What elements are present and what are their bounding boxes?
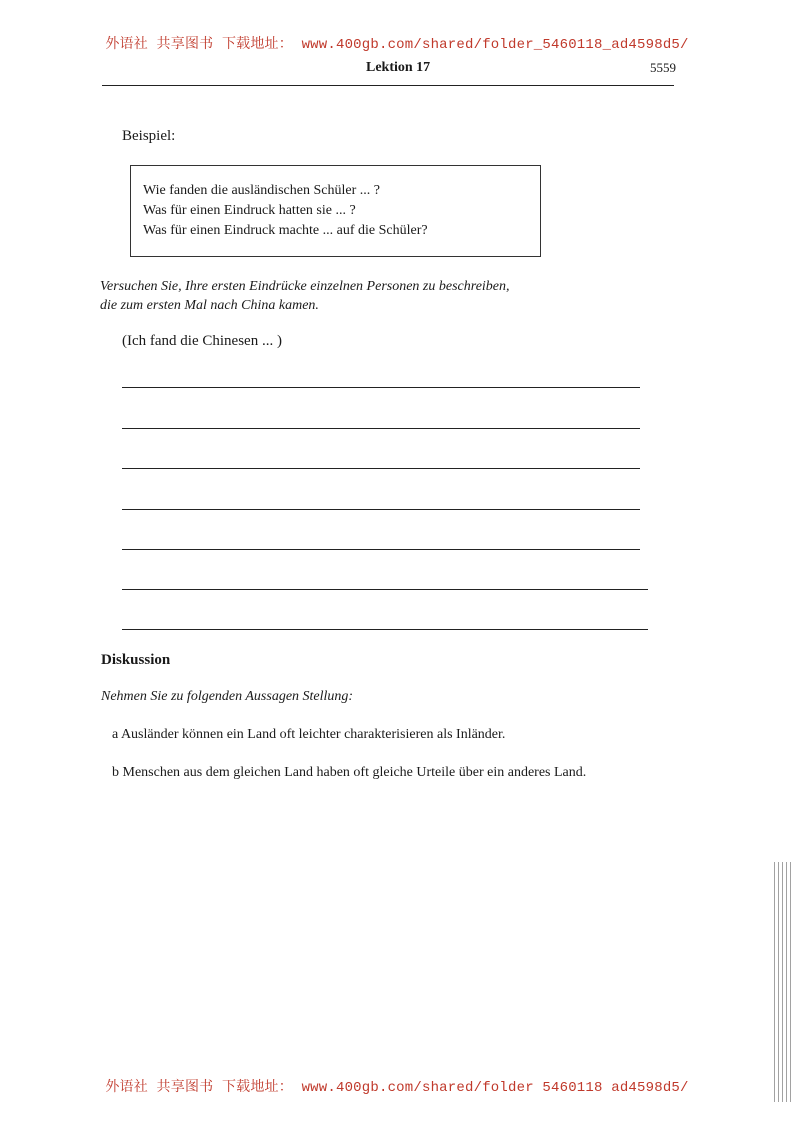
watermark-top: 外语社 共享图书 下载地址： www.400gb.com/shared/folder_5460118_ad4598d5/ — [105, 37, 689, 53]
discussion-instruction: Nehmen Sie zu folgenden Aussagen Stellung: — [101, 689, 354, 704]
answer-line[interactable] — [122, 428, 640, 429]
page-number: 5559 — [650, 60, 676, 75]
example-line: Was für einen Eindruck hatten sie ... ? — [143, 203, 356, 218]
discussion-statement-a: a Ausländer können ein Land oft leichter charakterisieren als Inländer. — [112, 727, 506, 742]
instruction-line: die zum ersten Mal nach China kamen. — [100, 298, 319, 313]
header-rule — [102, 85, 674, 86]
answer-line[interactable] — [122, 629, 648, 630]
watermark-bottom: 外语社 共享图书 下载地址： www.400gb.com/shared/folder 5460118 ad4598d5/ — [105, 1080, 689, 1096]
example-label: Beispiel: — [122, 128, 176, 144]
discussion-statement-b: b Menschen aus dem gleichen Land haben oft gleiche Urteile über ein anderes Land. — [112, 765, 587, 780]
answer-line[interactable] — [122, 549, 640, 550]
lesson-title: Lektion 17 — [366, 60, 431, 75]
example-line: Was für einen Eindruck machte ... auf die Schüler? — [143, 223, 428, 238]
instruction-line: Versuchen Sie, Ihre ersten Eindrücke einzelnen Personen zu beschreiben, — [100, 279, 510, 294]
answer-line[interactable] — [122, 387, 640, 388]
scan-edge-marks — [774, 862, 794, 1102]
discussion-heading: Diskussion — [101, 652, 171, 668]
exercise-instruction — [100, 277, 660, 315]
answer-line[interactable] — [122, 468, 640, 469]
example-line: Wie fanden die ausländischen Schüler ... ? — [143, 183, 380, 198]
answer-line[interactable] — [122, 509, 640, 510]
example-box — [130, 165, 541, 257]
answer-starter: (Ich fand die Chinesen ... ) — [122, 333, 282, 349]
running-head — [0, 60, 794, 80]
answer-line[interactable] — [122, 589, 648, 590]
